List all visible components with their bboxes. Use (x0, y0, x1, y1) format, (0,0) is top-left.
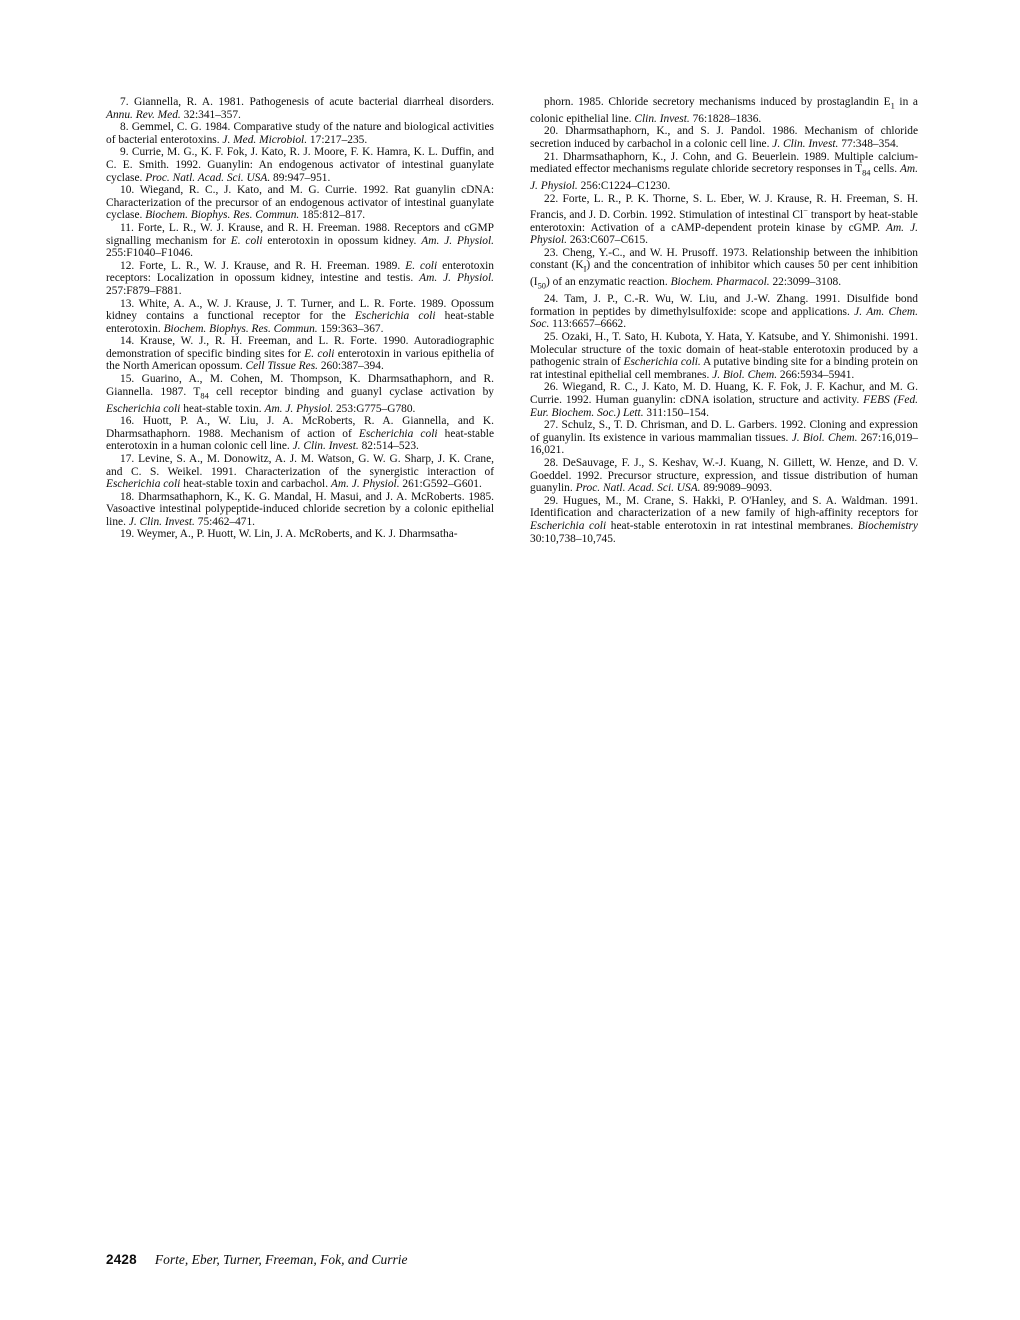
reference-entry: 28. DeSauvage, F. J., S. Keshav, W.-J. Kuang, N. Gillett, W. Henze, and D. V. Goeddel. 1992. Precursor structure, expression, and tissue distribution of human guanylin. Proc. Natl. Acad. Sci. USA. 89:9089–9093. (530, 456, 918, 495)
reference-entry: 15. Guarino, A., M. Cohen, M. Thompson, K. Dharmsathaphorn, and R. Giannella. 1987. $T_{84}$ cell receptor binding and guanyl cyclase activation by Escherichia coli heat-stable toxin. Am. J. Physiol. 253:G775–G780. (106, 373, 495, 415)
right-column (530, 96, 918, 545)
reference-entry: 22. Forte, L. R., P. K. Thorne, S. L. Eber, W. J. Krause, R. H. Freeman, S. H. Francis, and J. D. Corbin. 1992. Stimulation of intestinal Cl− transport by heat-stable enterotoxin: Activation of a cAMP-dependent protein kinase by cGMP. Am. J. Physiol. 263:C607–C615. (530, 192, 918, 247)
reference-entry: 29. Hugues, M., M. Crane, S. Hakki, P. O'Hanley, and S. A. Waldman. 1991. Identification and characterization of a new family of high-affinity receptors for Escherichia coli heat-stable enterotoxin in rat intestinal membranes. Biochemistry 30:10,738–10,745. (530, 494, 918, 545)
reference-entry: 7. Giannella, R. A. 1981. Pathogenesis of acute bacterial diarrheal disorders. Annu. Rev. Med. 32:341–357. (106, 96, 494, 121)
reference-entry: 19. Weymer, A., P. Huott, W. Lin, J. A. McRoberts, and K. J. Dharmsatha- (120, 528, 458, 541)
reference-columns (106, 96, 918, 545)
reference-entry: 21. Dharmsathaphorn, K., J. Cohn, and G. Beuerlein. 1989. Multiple calcium-mediated effector mechanisms regulate chloride secretory responses in $T_{84}$ cells. Am. J. Physiol. 256:C1224–C1230. (530, 150, 918, 193)
reference-entry: 8. Gemmel, C. G. 1984. Comparative study of the nature and biological activities of bacterial enterotoxins. J. Med. Microbiol. 17:217–235. (106, 121, 494, 146)
footer-authors: Forte, Eber, Turner, Freeman, Fok, and Currie (154, 1252, 408, 1267)
left-column (106, 96, 494, 545)
reference-entry: 18. Dharmsathaphorn, K., K. G. Mandal, H. Masui, and J. A. McRoberts. 1985. Vasoactive intestinal polypeptide-induced chloride secretion by a colonic epithelial line. J. Clin. Invest. 75:462–471. (106, 490, 494, 528)
reference-entry: 13. White, A. A., W. J. Krause, J. T. Turner, and L. R. Forte. 1989. Opossum kidney contains a functional receptor for the Escherichia coli heat-stable enterotoxin. Biochem. Biophys. Res. Commun. 159:363–367. (106, 297, 494, 335)
reference-entry: 9. Currie, M. G., K. F. Fok, J. Kato, R. J. Moore, F. K. Hamra, K. L. Duffin, and C. E. Smith. 1992. Guanylin: An endogenous activator of intestinal guanylate cyclase. Proc. Natl. Acad. Sci. USA. 89:947–951. (106, 146, 494, 184)
reference-entry: 23. Cheng, Y.-C., and W. H. Prusoff. 1973. Relationship between the inhibition constant $(K_I)$ and the concentration of inhibitor which causes 50 per cent inhibition $(I_{50})$ of an enzymatic reaction. Biochem. Pharmacol. 22:3099–3108. (530, 246, 919, 291)
reference-entry: 25. Ozaki, H., T. Sato, H. Kubota, Y. Hata, Y. Katsube, and Y. Shimonishi. 1991. Molecular structure of the toxic domain of heat-stable enterotoxin produced by a pathogenic strain of Escherichia coli. A putative binding site for a binding protein on rat intestinal epithelial cell membranes. J. Biol. Chem. 266:5934–5941. (530, 331, 919, 381)
page-footer (106, 1252, 918, 1268)
reference-entry: 17. Levine, S. A., M. Donowitz, A. J. M. Watson, G. W. G. Sharp, J. K. Crane, and C. S. Weikel. 1991. Characterization of the synergistic interaction of Escherichia coli heat-stable toxin and carbachol. Am. J. Physiol. 261:G592–G601. (106, 452, 494, 491)
reference-entry: 20. Dharmsathaphorn, K., and S. J. Pandol. 1986. Mechanism of chloride secretion induced by carbachol in a colonic cell line. J. Clin. Invest. 77:348–354. (530, 125, 918, 151)
reference-entry: 27. Schulz, S., T. D. Chrisman, and D. L. Garbers. 1992. Cloning and expression of guanylin. Its existence in various mammalian tissues. J. Biol. Chem. 267:16,019–16,021. (530, 419, 918, 457)
reference-entry: 10. Wiegand, R. C., J. Kato, and M. G. Currie. 1992. Rat guanylin cDNA: Characterization of the precursor of an endogenous activator of intestinal guanylate cyclase. Biochem. Biophys. Res. Commun. 185:812–817. (106, 184, 494, 222)
reference-entry: phorn. 1985. Chloride secretory mechanisms induced by prostaglandin $E_1$ in a colonic epithelial line. Clin. Invest. 76:1828–1836. (530, 96, 918, 125)
reference-entry: 24. Tam, J. P., C.-R. Wu, W. Liu, and J.-W. Zhang. 1991. Disulfide bond formation in peptides by dimethylsulfoxide: scope and applications. J. Am. Chem. Soc. 113:6657–6662. (530, 293, 918, 331)
page-number: 2428 (106, 1252, 137, 1267)
reference-entry: 14. Krause, W. J., R. H. Freeman, and L. R. Forte. 1990. Autoradiographic demonstration of specific binding sites for E. coli enterotoxin in various epithelia of the North American opossum. Cell Tissue Res. 260:387–394. (106, 335, 495, 373)
reference-entry: 16. Huott, P. A., W. Liu, J. A. McRoberts, R. A. Giannella, and K. Dharmsathaphorn. 1988. Mechanism of action of Escherichia coli heat-stable enterotoxin in a human colonic cell line. J. Clin. Invest. 82:514–523. (106, 415, 495, 453)
reference-entry: 11. Forte, L. R., W. J. Krause, and R. H. Freeman. 1988. Receptors and cGMP signalling mechanism for E. coli enterotoxin in opossum kidney. Am. J. Physiol. 255:F1040–F1046. (106, 221, 494, 260)
reference-entry: 26. Wiegand, R. C., J. Kato, M. D. Huang, K. F. Fok, J. F. Kachur, and M. G. Currie. 1992. Human guanylin: cDNA isolation, structure and activity. FEBS (Fed. Eur. Biochem. Soc.) Lett. 311:150–154. (530, 381, 918, 419)
reference-entry: 12. Forte, L. R., W. J. Krause, and R. H. Freeman. 1989. E. coli enterotoxin receptors: Localization in opossum kidney, intestine and testis. Am. J. Physiol. 257:F879–F881. (106, 259, 494, 297)
